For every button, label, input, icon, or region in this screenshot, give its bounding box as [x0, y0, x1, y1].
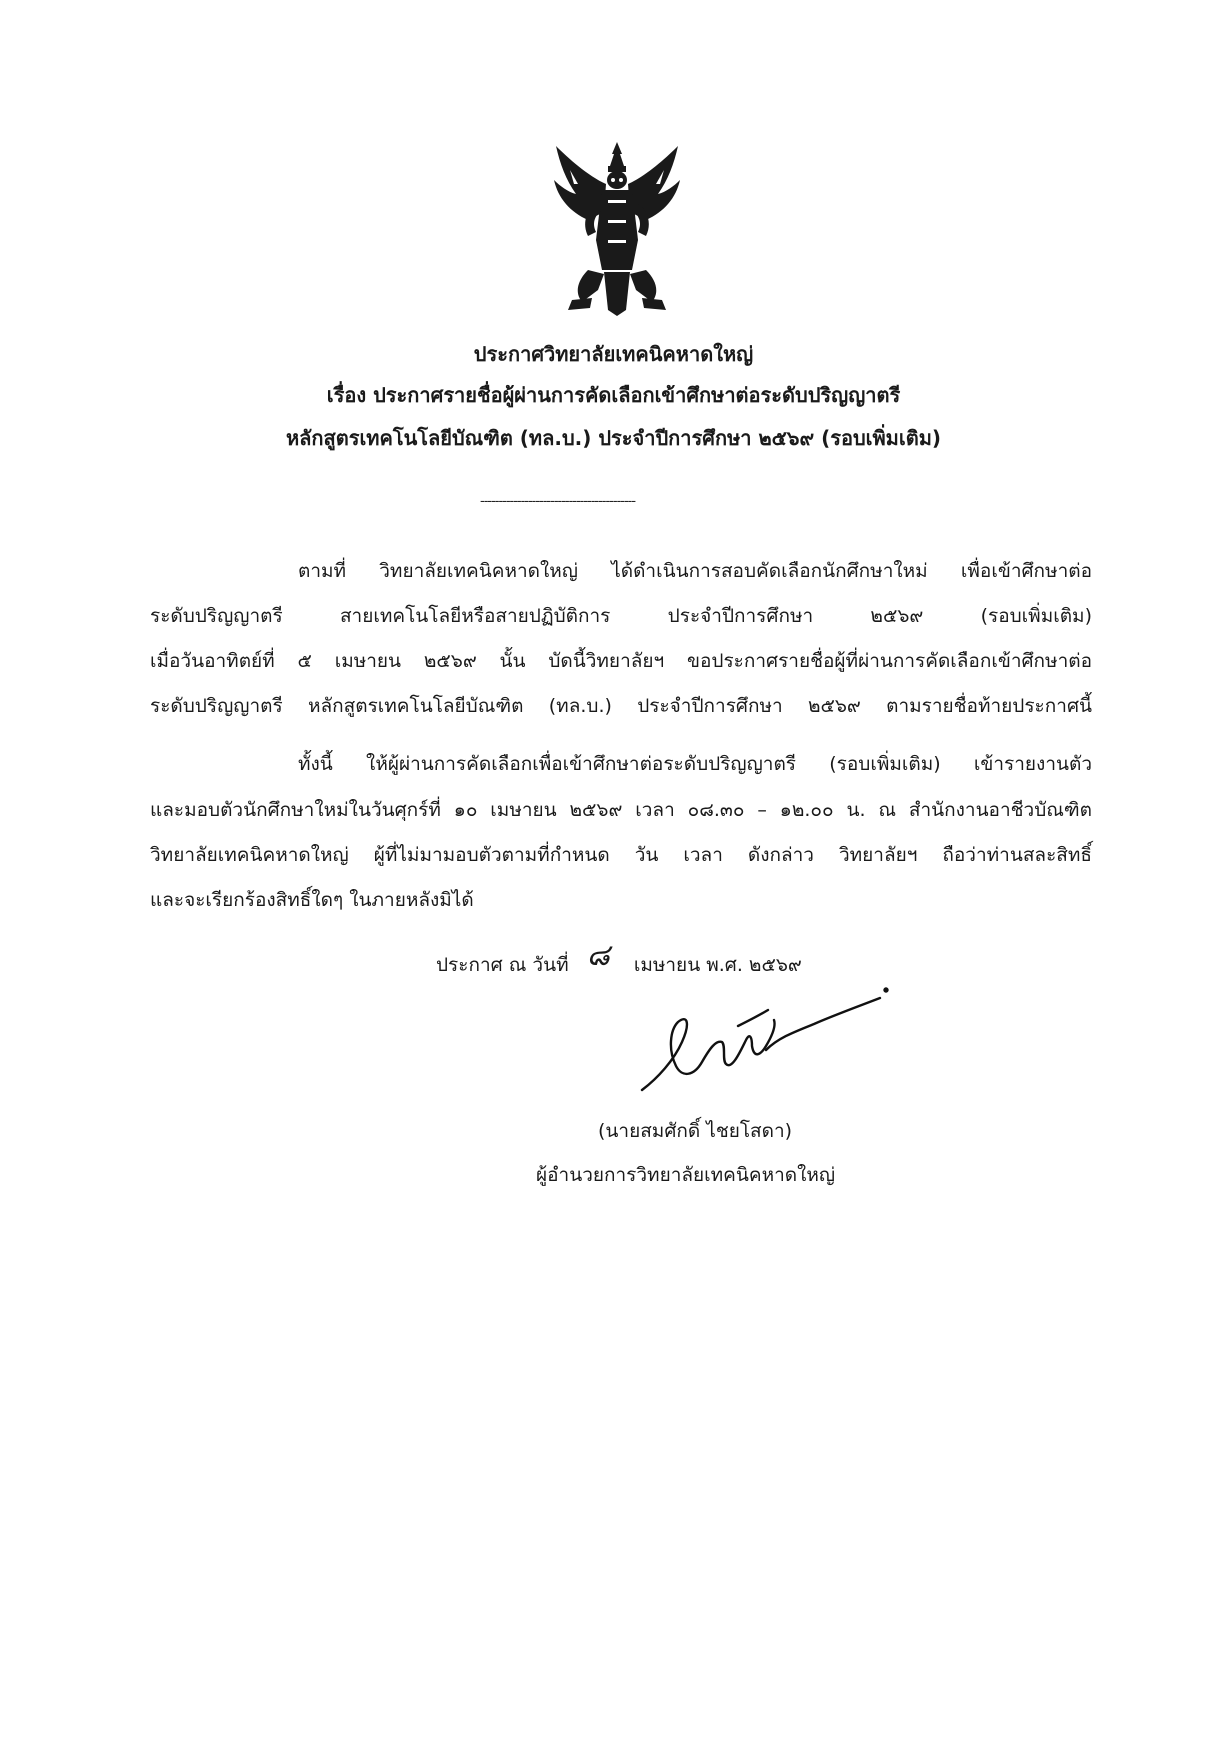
- announcement-date-suffix: เมษายน พ.ศ. ๒๕๖๙: [633, 954, 802, 976]
- separator-line: ------------------------------------------: [480, 494, 636, 509]
- signer-position: ผู้อำนวยการวิทยาลัยเทคนิคหาดใหญ่: [536, 1164, 836, 1186]
- paragraph2-line2: และมอบตัวนักศึกษาใหม่ในวันศุกร์ที่ ๑๐ เมษายน ๒๕๖๙ เวลา ๐๘.๓๐ – ๑๒.๐๐ น. ณ สำนักงานอาชีวบัณฑิต: [150, 799, 1092, 821]
- signer-name: (นายสมศักดิ์ ไชยโสดา): [598, 1120, 793, 1142]
- announcement-date: [436, 938, 802, 979]
- announcement-date-prefix: ประกาศ ณ วันที่: [436, 954, 569, 976]
- paragraph2-line3: วิทยาลัยเทคนิคหาดใหญ่ ผู้ที่ไม่มามอบตัวตามที่กำหนด วัน เวลา ดังกล่าว วิทยาลัยฯ ถือว่าท่านสละสิทธิ์: [150, 844, 1092, 866]
- announcement-subject-cont: หลักสูตรเทคโนโลยีบัณฑิต (ทล.บ.) ประจำปีการศึกษา ๒๕๖๙ (รอบเพิ่มเติม): [285, 426, 942, 450]
- paragraph2-line1: ทั้งนี้ ให้ผู้ผ่านการคัดเลือกเพื่อเข้าศึกษาต่อระดับปริญญาตรี (รอบเพิ่มเติม) เข้ารายงานตัว: [298, 753, 1092, 775]
- paragraph1-line4: ระดับปริญญาตรี หลักสูตรเทคโนโลยีบัณฑิต (ทล.บ.) ประจำปีการศึกษา ๒๕๖๙ ตามรายชื่อท้ายประกาศนี้: [150, 695, 1092, 717]
- paragraph2-line4: และจะเรียกร้องสิทธิ์ใดๆ ในภายหลังมิได้: [150, 889, 474, 911]
- garuda-emblem-icon: [548, 140, 686, 318]
- paragraph1-line3: เมื่อวันอาทิตย์ที่ ๕ เมษายน ๒๕๖๙ นั้น บัดนี้วิทยาลัยฯ ขอประกาศรายชื่อผู้ที่ผ่านการคัดเลือกเข้าศึกษาต่อ: [150, 650, 1092, 672]
- handwritten-signature-icon: [618, 980, 898, 1110]
- announcement-date-day: ๘: [586, 938, 610, 973]
- announcement-title: ประกาศวิทยาลัยเทคนิคหาดใหญ่: [473, 342, 754, 366]
- paragraph1-line1: ตามที่ วิทยาลัยเทคนิคหาดใหญ่ ได้ดำเนินการสอบคัดเลือกนักศึกษาใหม่ เพื่อเข้าศึกษาต่อ: [298, 560, 1092, 582]
- announcement-subject: เรื่อง ประกาศรายชื่อผู้ผ่านการคัดเลือกเข้าศึกษาต่อระดับปริญญาตรี: [326, 383, 901, 407]
- paragraph1-line2: ระดับปริญญาตรี สายเทคโนโลยีหรือสายปฏิบัติการ ประจำปีการศึกษา ๒๕๖๙ (รอบเพิ่มเติม): [150, 605, 1092, 627]
